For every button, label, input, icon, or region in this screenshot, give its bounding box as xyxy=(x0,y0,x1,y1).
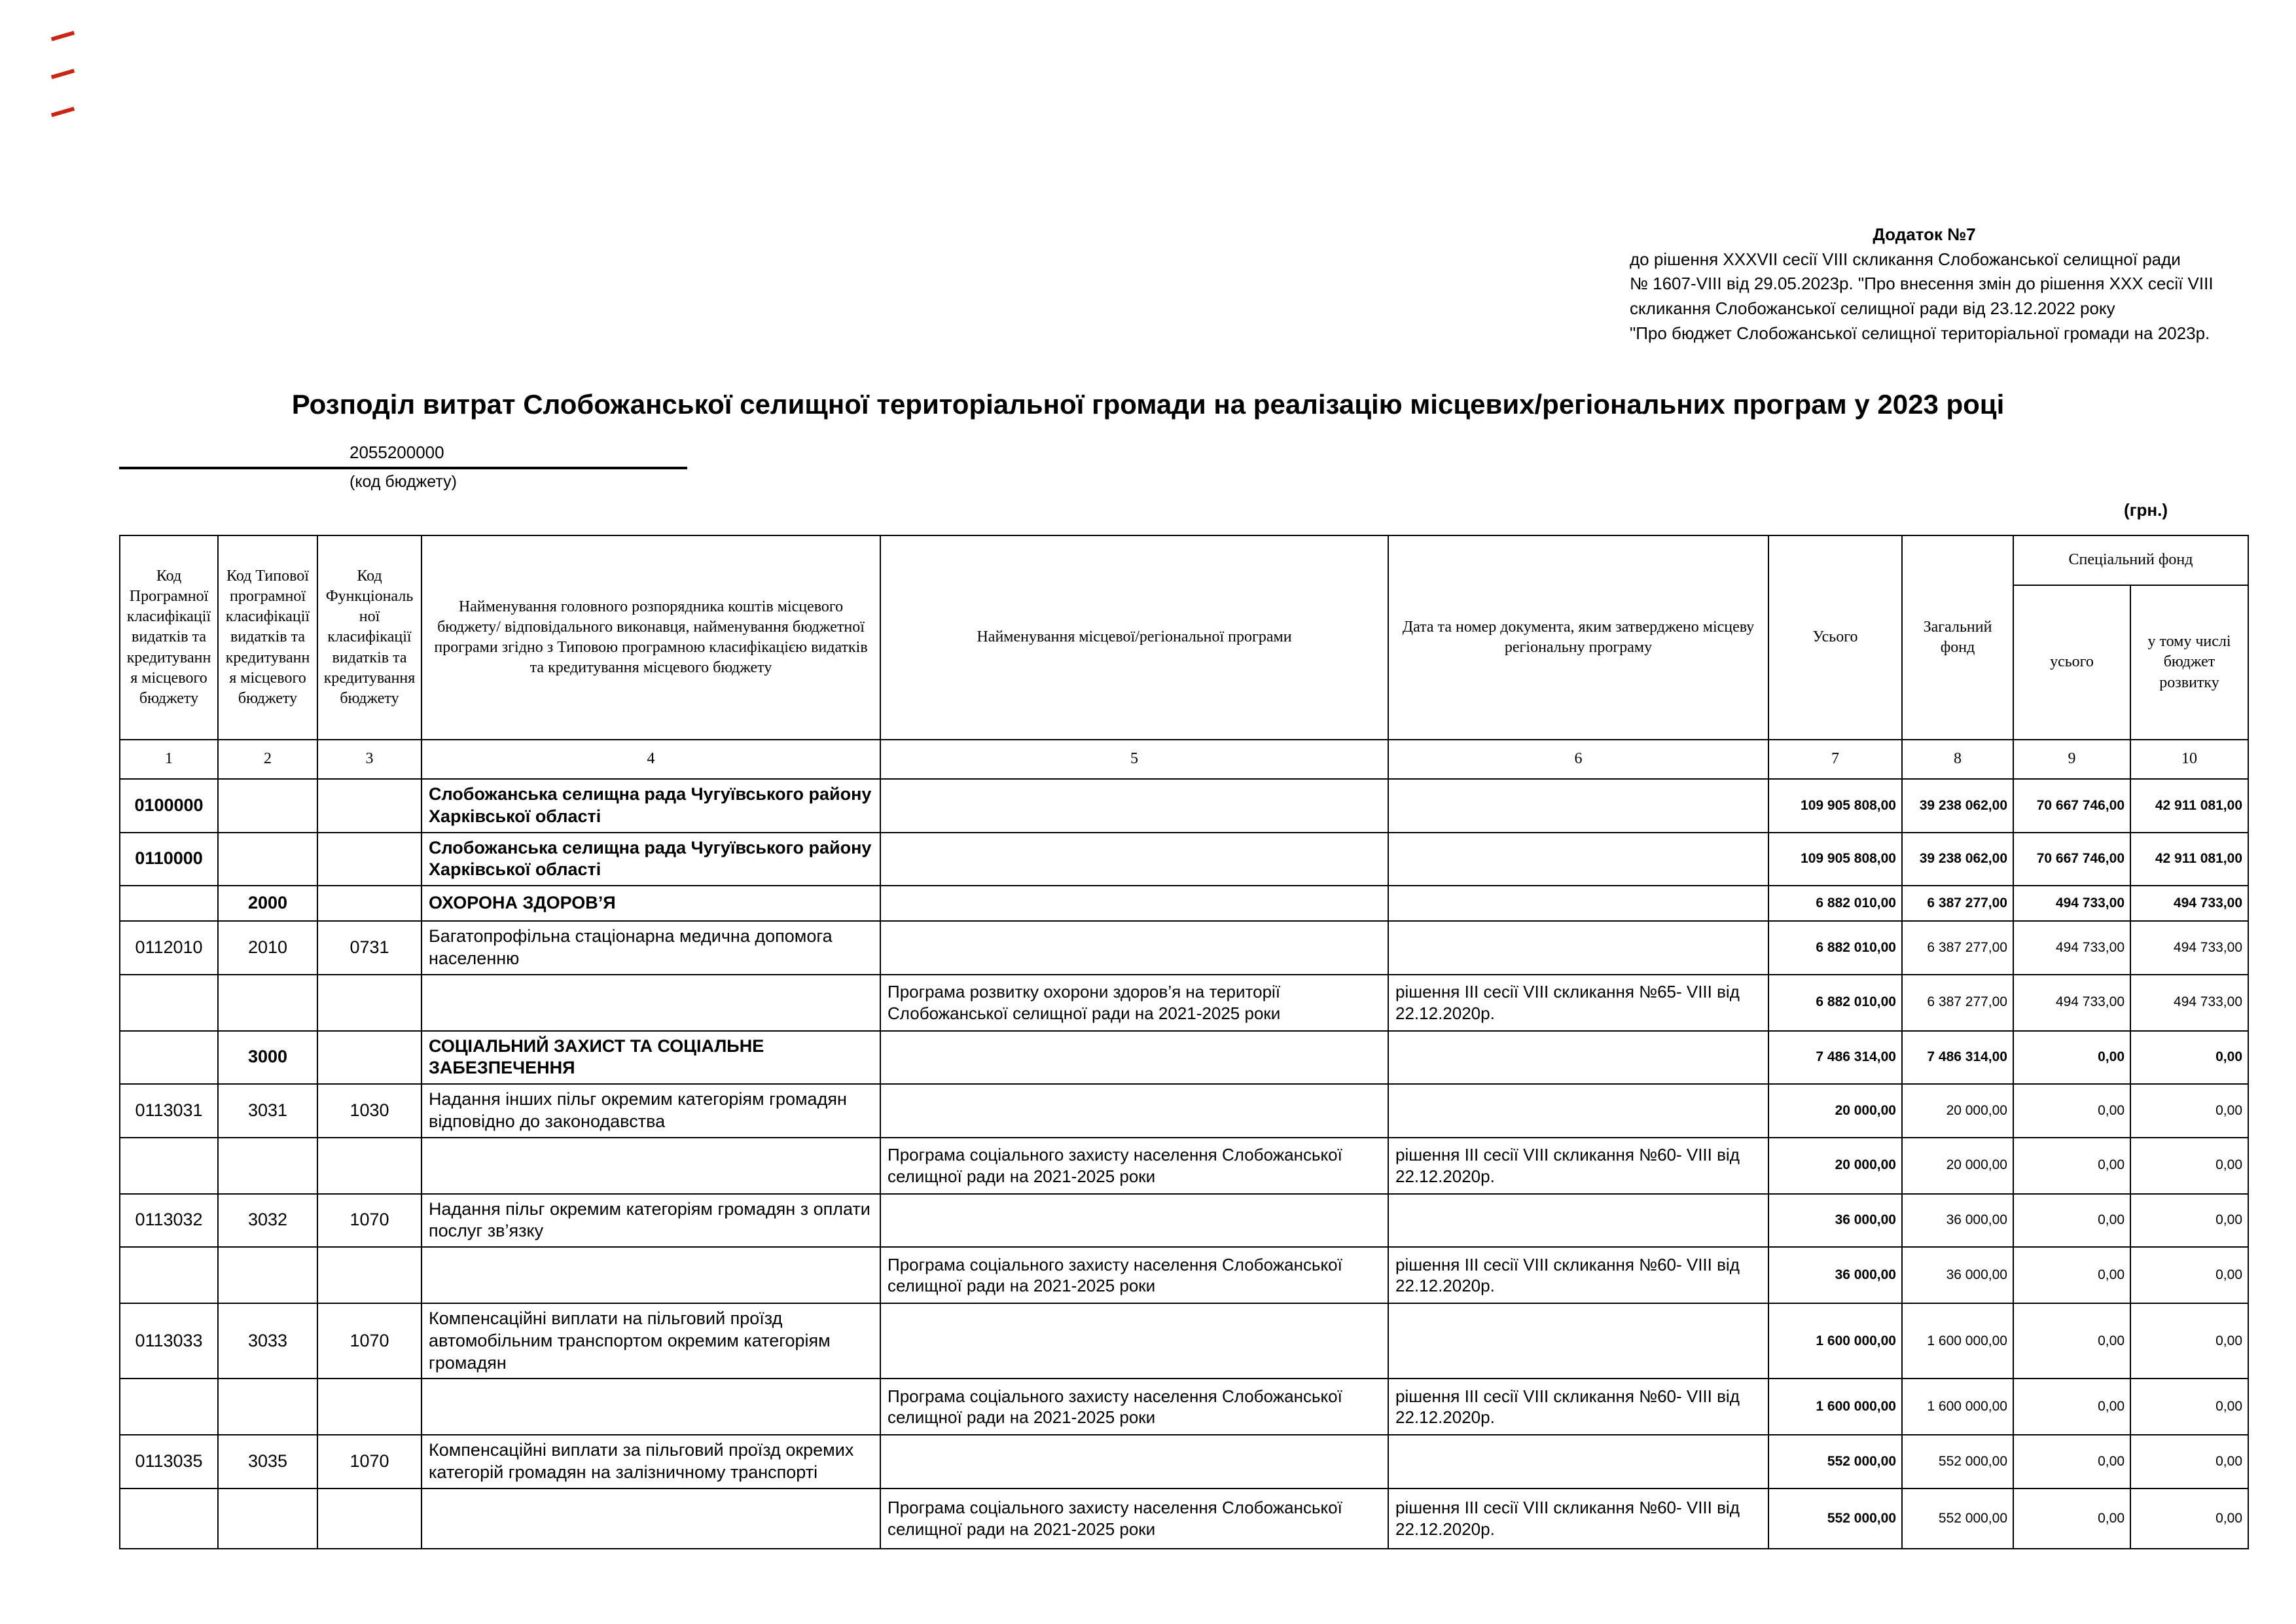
annex-block xyxy=(1630,223,2219,346)
table-cell: 0,00 xyxy=(2130,1379,2248,1435)
table-cell: 1 600 000,00 xyxy=(1768,1379,1902,1435)
header-general-fund: Загальний фонд xyxy=(1902,535,2013,740)
table-cell: 36 000,00 xyxy=(1768,1194,1902,1248)
table-cell: 0,00 xyxy=(2013,1379,2130,1435)
annex-line: до рішення XXXVII сесії VIII скликання Слобожанської селищної ради xyxy=(1630,249,2181,269)
table-row xyxy=(120,1489,2248,1549)
table-cell xyxy=(120,1379,218,1435)
table-cell xyxy=(218,1138,317,1194)
table-cell: 6 882 010,00 xyxy=(1768,921,1902,975)
table-row xyxy=(120,1084,2248,1138)
table-cell: 0110000 xyxy=(120,833,218,886)
header-code-typical: Код Типової програмної класифікації видатків та кредитування місцевого бюджету xyxy=(218,535,317,740)
table-cell xyxy=(880,779,1388,833)
table-cell xyxy=(1388,921,1768,975)
budget-code-value: 2055200000 xyxy=(119,442,687,469)
table-cell: 494 733,00 xyxy=(2013,975,2130,1031)
table-cell xyxy=(120,1138,218,1194)
table-cell: 0,00 xyxy=(2013,1031,2130,1085)
table-cell: 20 000,00 xyxy=(1902,1138,2013,1194)
table-cell: 36 000,00 xyxy=(1902,1194,2013,1248)
column-number: 8 xyxy=(1902,740,2013,779)
table-cell: 3031 xyxy=(218,1084,317,1138)
header-code-functional: Код Функціональної класифікації видатків та кредитування бюджету xyxy=(317,535,422,740)
budget-code-label: (код бюджету) xyxy=(350,473,457,491)
table-cell: 0731 xyxy=(317,921,422,975)
table-cell xyxy=(422,1489,880,1549)
table-row xyxy=(120,1138,2248,1194)
table-cell: 0,00 xyxy=(2130,1435,2248,1489)
table-cell: рішення ІІІ сесії VIII скликання №60- VIII від 22.12.2020р. xyxy=(1388,1379,1768,1435)
table-cell: СОЦІАЛЬНИЙ ЗАХИСТ ТА СОЦІАЛЬНЕ ЗАБЕЗПЕЧЕННЯ xyxy=(422,1031,880,1085)
table-cell: 1 600 000,00 xyxy=(1902,1303,2013,1379)
table-cell: 42 911 081,00 xyxy=(2130,779,2248,833)
table-cell xyxy=(422,1247,880,1303)
table-cell: 0,00 xyxy=(2130,1031,2248,1085)
table-cell xyxy=(317,1489,422,1549)
header-total: Усього xyxy=(1768,535,1902,740)
table-cell: 3000 xyxy=(218,1031,317,1085)
table-cell xyxy=(880,921,1388,975)
table-cell xyxy=(218,975,317,1031)
table-cell xyxy=(120,1031,218,1085)
table-cell: 39 238 062,00 xyxy=(1902,779,2013,833)
table-cell xyxy=(1388,779,1768,833)
table-cell: 70 667 746,00 xyxy=(2013,833,2130,886)
header-code-program: Код Програмної класифікації видатків та кредитування місцевого бюджету xyxy=(120,535,218,740)
header-document: Дата та номер документа, яким затверджено місцеву регіональну програму xyxy=(1388,535,1768,740)
table-cell: 0113031 xyxy=(120,1084,218,1138)
table-cell xyxy=(120,886,218,921)
table-cell: 3035 xyxy=(218,1435,317,1489)
table-cell: 0,00 xyxy=(2013,1489,2130,1549)
table-cell: Програма соціального захисту населення Слобожанської селищної ради на 2021-2025 роки xyxy=(880,1489,1388,1549)
table-cell: 0,00 xyxy=(2013,1303,2130,1379)
table-cell xyxy=(218,1247,317,1303)
table-cell: 1070 xyxy=(317,1435,422,1489)
column-number: 1 xyxy=(120,740,218,779)
table-cell: 7 486 314,00 xyxy=(1768,1031,1902,1085)
table-cell xyxy=(880,1435,1388,1489)
table-cell: 0113035 xyxy=(120,1435,218,1489)
table-cell: 1070 xyxy=(317,1303,422,1379)
table-cell xyxy=(422,1379,880,1435)
table-cell: 0,00 xyxy=(2013,1247,2130,1303)
table-cell xyxy=(880,1084,1388,1138)
table-cell: 109 905 808,00 xyxy=(1768,833,1902,886)
table-cell xyxy=(218,1379,317,1435)
table-cell xyxy=(317,1031,422,1085)
table-cell: 494 733,00 xyxy=(2130,921,2248,975)
table-cell: 39 238 062,00 xyxy=(1902,833,2013,886)
column-number: 10 xyxy=(2130,740,2248,779)
annex-line: скликання Слобожанської селищної ради від 23.12.2022 року xyxy=(1630,298,2115,319)
table-cell: 0,00 xyxy=(2130,1247,2248,1303)
table-cell: 0,00 xyxy=(2013,1138,2130,1194)
annex-line: "Про бюджет Слобожанської селищної територіальної громади на 2023р. xyxy=(1630,323,2210,343)
table-body xyxy=(120,779,2248,1549)
table-cell xyxy=(1388,886,1768,921)
table-cell: 494 733,00 xyxy=(2130,975,2248,1031)
red-mark-icon xyxy=(51,31,75,41)
column-number: 3 xyxy=(317,740,422,779)
table-cell: ОХОРОНА ЗДОРОВ’Я xyxy=(422,886,880,921)
table-cell: 494 733,00 xyxy=(2130,886,2248,921)
table-cell: Багатопрофільна стаціонарна медична допомога населенню xyxy=(422,921,880,975)
table-row xyxy=(120,1194,2248,1248)
header-name-program: Найменування місцевої/регіональної програми xyxy=(880,535,1388,740)
table-cell: 6 882 010,00 xyxy=(1768,886,1902,921)
header-special-fund: Спеціальний фонд xyxy=(2013,535,2248,585)
table-cell: 0113032 xyxy=(120,1194,218,1248)
table-cell: 42 911 081,00 xyxy=(2130,833,2248,886)
table-cell: Програма соціального захисту населення Слобожанської селищної ради на 2021-2025 роки xyxy=(880,1379,1388,1435)
table-cell xyxy=(880,1031,1388,1085)
table-row xyxy=(120,1379,2248,1435)
currency-note: (грн.) xyxy=(2124,500,2168,520)
table-cell xyxy=(317,779,422,833)
table-cell xyxy=(880,1303,1388,1379)
table-cell: Слобожанська селищна рада Чугуївського району Харківської області xyxy=(422,833,880,886)
table-cell: 494 733,00 xyxy=(2013,921,2130,975)
table-row xyxy=(120,1031,2248,1085)
table-cell xyxy=(317,975,422,1031)
table-cell: 494 733,00 xyxy=(2013,886,2130,921)
table-cell xyxy=(422,1138,880,1194)
table-cell xyxy=(120,1247,218,1303)
header-name-main-spender: Найменування головного розпорядника коштів місцевого бюджету/ відповідального виконавця, найменування бюджетної програми згідно з Типовою програмною класифікацією видатків та кредитування місцевого бюджету xyxy=(422,535,880,740)
table-cell xyxy=(1388,833,1768,886)
budget-table xyxy=(119,535,2249,1549)
table-cell: 36 000,00 xyxy=(1768,1247,1902,1303)
table-cell: Компенсаційні виплати на пільговий проїзд автомобільним транспортом окремим категоріям громадян xyxy=(422,1303,880,1379)
table-cell: 3033 xyxy=(218,1303,317,1379)
column-number: 4 xyxy=(422,740,880,779)
table-cell: 2000 xyxy=(218,886,317,921)
table-row xyxy=(120,921,2248,975)
table-cell: 552 000,00 xyxy=(1768,1489,1902,1549)
column-number: 6 xyxy=(1388,740,1768,779)
table-row xyxy=(120,886,2248,921)
red-mark-icon xyxy=(51,69,75,79)
table-cell: 0,00 xyxy=(2130,1489,2248,1549)
table-cell xyxy=(1388,1303,1768,1379)
table-head xyxy=(120,535,2248,779)
table-cell: 7 486 314,00 xyxy=(1902,1031,2013,1085)
table-cell: 6 387 277,00 xyxy=(1902,921,2013,975)
table-cell xyxy=(120,1489,218,1549)
table-cell: Слобожанська селищна рада Чугуївського району Харківської області xyxy=(422,779,880,833)
table-cell xyxy=(1388,1435,1768,1489)
table-cell: 3032 xyxy=(218,1194,317,1248)
table-cell xyxy=(880,1194,1388,1248)
table-cell: рішення ІІІ сесії VIII скликання №60- VIII від 22.12.2020р. xyxy=(1388,1489,1768,1549)
header-special-fund-development: у тому числі бюджет розвитку xyxy=(2130,585,2248,740)
table-cell xyxy=(422,975,880,1031)
table-cell xyxy=(317,886,422,921)
table-cell: 6 882 010,00 xyxy=(1768,975,1902,1031)
column-number-row xyxy=(120,740,2248,779)
table-cell xyxy=(218,779,317,833)
table-cell xyxy=(317,1138,422,1194)
table-cell: 20 000,00 xyxy=(1768,1084,1902,1138)
table-cell: 36 000,00 xyxy=(1902,1247,2013,1303)
table-cell: 20 000,00 xyxy=(1768,1138,1902,1194)
table-row xyxy=(120,1435,2248,1489)
table-cell: 2010 xyxy=(218,921,317,975)
column-number: 2 xyxy=(218,740,317,779)
table-cell xyxy=(317,833,422,886)
red-pen-marks xyxy=(51,34,75,148)
table-cell xyxy=(1388,1031,1768,1085)
table-cell: 0,00 xyxy=(2130,1303,2248,1379)
table-cell: Надання інших пільг окремим категоріям громадян відповідно до законодавства xyxy=(422,1084,880,1138)
column-number: 5 xyxy=(880,740,1388,779)
table-cell xyxy=(120,975,218,1031)
table-cell xyxy=(317,1379,422,1435)
table-cell: 0100000 xyxy=(120,779,218,833)
table-row xyxy=(120,833,2248,886)
table-cell xyxy=(218,1489,317,1549)
table-cell xyxy=(880,833,1388,886)
table-cell xyxy=(880,886,1388,921)
table-cell xyxy=(218,833,317,886)
column-number: 7 xyxy=(1768,740,1902,779)
table-cell: Програма соціального захисту населення Слобожанської селищної ради на 2021-2025 роки xyxy=(880,1247,1388,1303)
table-cell: 1030 xyxy=(317,1084,422,1138)
annex-line: № 1607-VIII від 29.05.2023р. "Про внесення змін до рішення XXX сесії VIII xyxy=(1630,274,2214,294)
annex-number: Додаток №7 xyxy=(1873,225,1976,244)
table-cell: 70 667 746,00 xyxy=(2013,779,2130,833)
table-cell: 6 387 277,00 xyxy=(1902,886,2013,921)
table-cell: 0,00 xyxy=(2013,1084,2130,1138)
table-cell: 0112010 xyxy=(120,921,218,975)
table-cell: Програма розвитку охорони здоров’я на території Слобожанської селищної ради на 2021-2025 роки xyxy=(880,975,1388,1031)
table-cell xyxy=(1388,1194,1768,1248)
table-cell: 1 600 000,00 xyxy=(1768,1303,1902,1379)
table-cell xyxy=(1388,1084,1768,1138)
table-cell: 0113033 xyxy=(120,1303,218,1379)
table-row xyxy=(120,1247,2248,1303)
table-row xyxy=(120,975,2248,1031)
table-row xyxy=(120,1303,2248,1379)
column-number: 9 xyxy=(2013,740,2130,779)
table-cell: 6 387 277,00 xyxy=(1902,975,2013,1031)
table-cell: Надання пільг окремим категоріям громадян з оплати послуг зв’язку xyxy=(422,1194,880,1248)
table-cell: 1070 xyxy=(317,1194,422,1248)
table-cell: Програма соціального захисту населення Слобожанської селищної ради на 2021-2025 роки xyxy=(880,1138,1388,1194)
table-cell: Компенсаційні виплати за пільговий проїзд окремих категорій громадян на залізничному транспорті xyxy=(422,1435,880,1489)
table-cell: 552 000,00 xyxy=(1902,1435,2013,1489)
table-cell: 1 600 000,00 xyxy=(1902,1379,2013,1435)
document-title: Розподіл витрат Слобожанської селищної територіальної громади на реалізацію місцевих/регіональних програм у 2023 році xyxy=(291,389,2005,420)
table-row xyxy=(120,779,2248,833)
table-cell: 109 905 808,00 xyxy=(1768,779,1902,833)
header-special-fund-total: усього xyxy=(2013,585,2130,740)
table-cell: 0,00 xyxy=(2013,1194,2130,1248)
table-cell: 20 000,00 xyxy=(1902,1084,2013,1138)
budget-code-block xyxy=(119,442,687,492)
table-cell: рішення ІІІ сесії VIII скликання №60- VIII від 22.12.2020р. xyxy=(1388,1247,1768,1303)
table-cell: 0,00 xyxy=(2013,1435,2130,1489)
table-cell: рішення ІІІ сесії VIII скликання №65- VIII від 22.12.2020р. xyxy=(1388,975,1768,1031)
table-cell: рішення ІІІ сесії VIII скликання №60- VIII від 22.12.2020р. xyxy=(1388,1138,1768,1194)
table-cell: 0,00 xyxy=(2130,1194,2248,1248)
table-cell: 0,00 xyxy=(2130,1084,2248,1138)
table-cell: 552 000,00 xyxy=(1768,1435,1902,1489)
red-mark-icon xyxy=(51,107,75,117)
table-cell: 0,00 xyxy=(2130,1138,2248,1194)
table-cell: 552 000,00 xyxy=(1902,1489,2013,1549)
table-cell xyxy=(317,1247,422,1303)
